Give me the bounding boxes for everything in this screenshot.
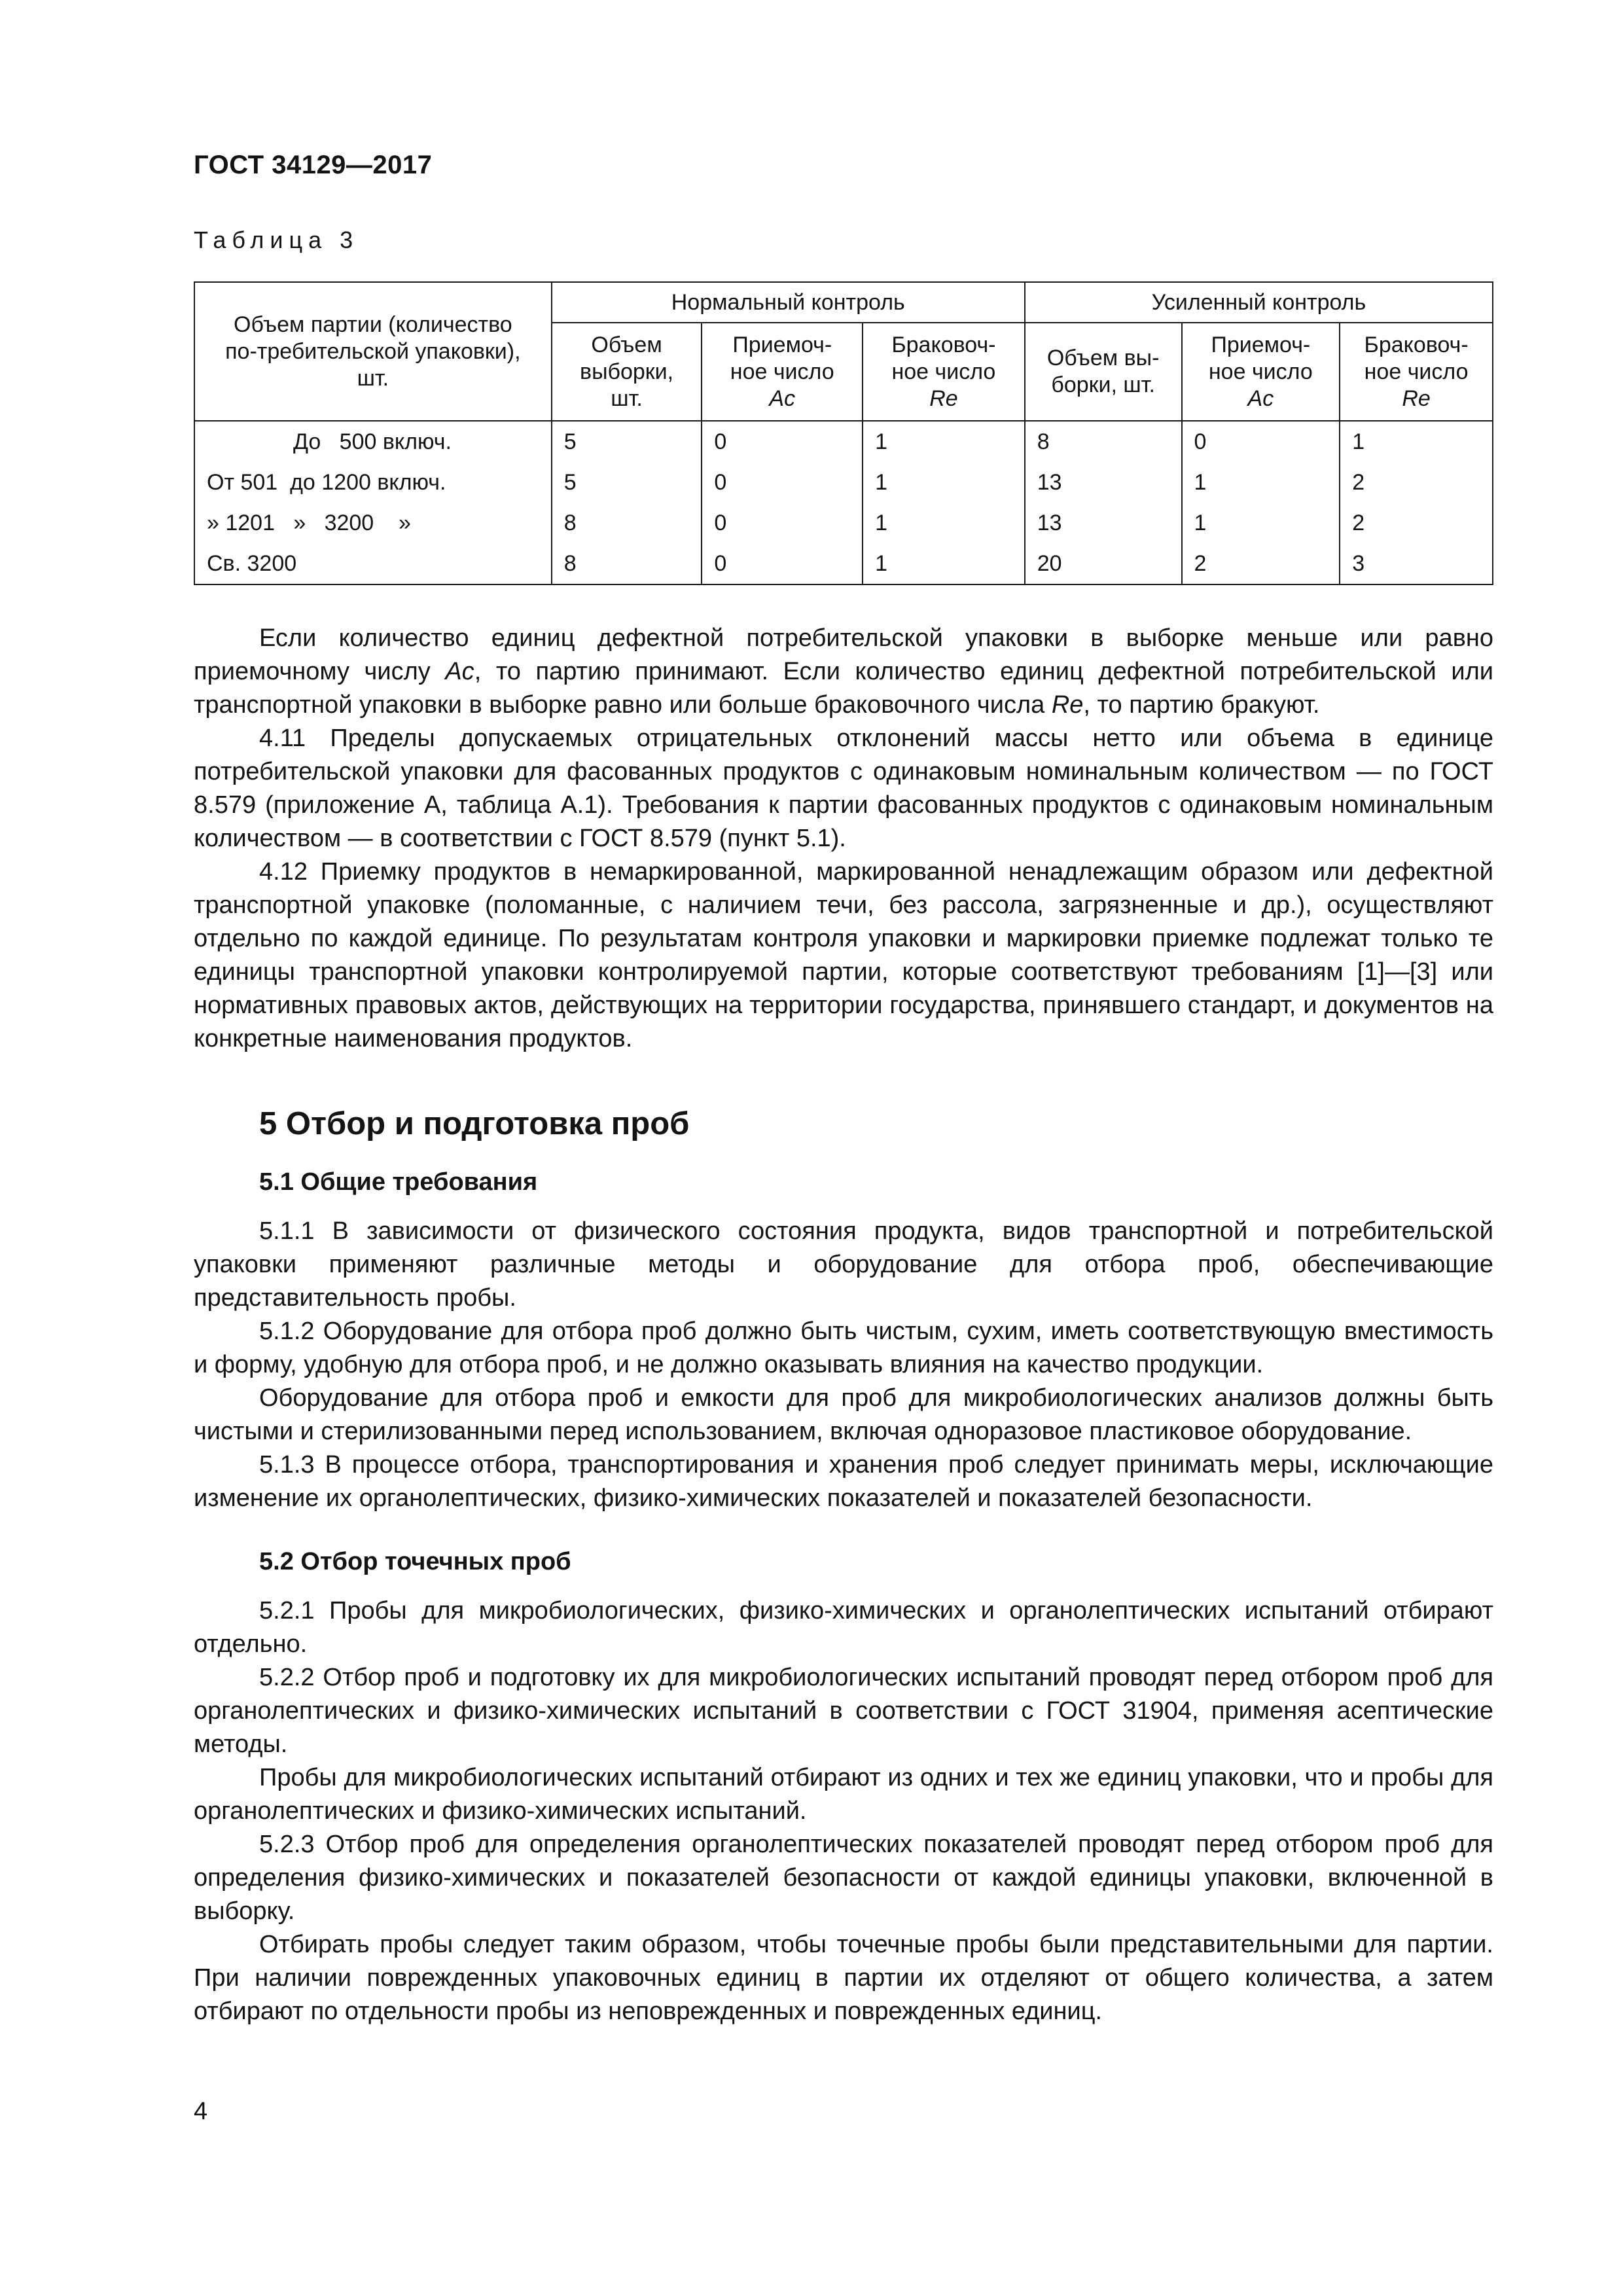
sub-header-symbol: Re bbox=[929, 386, 958, 411]
table-row bbox=[194, 421, 1493, 462]
table-cell: 5 bbox=[552, 462, 702, 503]
paragraph-5-1-3: 5.1.3 В процессе отбора, транспортирования и хранения проб следует принимать меры, исключающие изменение их органолептических, физико-химических показателей и показателей безопасности. bbox=[194, 1451, 1493, 1512]
table-cell: » 1201 » 3200 » bbox=[194, 503, 552, 543]
paragraph-5-1-2: 5.1.2 Оборудование для отбора проб должно быть чистым, сухим, иметь соответствующую вместимость и форму, удобную для отбора проб, и не должно оказывать влияния на качество продукции. bbox=[194, 1318, 1493, 1378]
table-caption: Таблица 3 bbox=[194, 226, 359, 253]
table-cell: 0 bbox=[702, 503, 863, 543]
paragraph-acceptance-rule bbox=[194, 622, 1493, 722]
col-header-lot-size bbox=[194, 282, 552, 421]
table-cell: 1 bbox=[1182, 462, 1340, 503]
sub-header-text: Приемоч-ное число bbox=[730, 332, 834, 384]
page-number: 4 bbox=[194, 2098, 208, 2125]
table-cell: 2 bbox=[1340, 503, 1493, 543]
paragraph-5-2-3-cont: Отбирать пробы следует таким образом, чтобы точечные пробы были представительными для партии. При наличии поврежденных упаковочных единиц в партии их отделяют от общего количества, а затем отбирают по отдельности пробы из неповрежденных и поврежденных единиц. bbox=[194, 1931, 1493, 2025]
table-cell: 2 bbox=[1340, 462, 1493, 503]
table-cell: 1 bbox=[1182, 503, 1340, 543]
text-run: , то партию бракуют. bbox=[1083, 691, 1320, 719]
paragraph-5-2-2: 5.2.2 Отбор проб и подготовку их для микробиологических испытаний проводят перед отбором проб для органолептических и физико-химических испытаний в соответствии с ГОСТ 31904, применяя асептические методы. bbox=[194, 1664, 1493, 1758]
table-cell: 2 bbox=[1182, 543, 1340, 584]
sub-header-acceptance-normal bbox=[702, 323, 863, 421]
table-cell: 0 bbox=[1182, 421, 1340, 462]
table-cell: 1 bbox=[863, 462, 1025, 503]
section-5-title: 5 Отбор и подготовка проб bbox=[259, 1106, 690, 1141]
group-header-tightened: Усиленный контроль bbox=[1025, 282, 1493, 323]
sub-header-acceptance-tightened bbox=[1182, 323, 1340, 421]
table-cell: 1 bbox=[863, 543, 1025, 584]
paragraph-5-2-2-cont: Пробы для микробиологических испытаний отбирают из одних и тех же единиц упаковки, что и пробы для органолептических и физико-химических испытаний. bbox=[194, 1764, 1493, 1825]
table-cell: 8 bbox=[552, 543, 702, 584]
subsection-5-1-title: 5.1 Общие требования bbox=[259, 1168, 538, 1196]
table-cell: До 500 включ. bbox=[194, 421, 552, 462]
sub-header-rejection-tightened bbox=[1340, 323, 1493, 421]
table-cell: 1 bbox=[1340, 421, 1493, 462]
table-cell: 1 bbox=[863, 503, 1025, 543]
table-cell: 1 bbox=[863, 421, 1025, 462]
symbol-re: Re bbox=[1051, 691, 1084, 719]
table-cell: 3 bbox=[1340, 543, 1493, 584]
sub-header-symbol: Re bbox=[1402, 386, 1431, 411]
table-cell: 0 bbox=[702, 462, 863, 503]
sub-header-rejection-normal bbox=[863, 323, 1025, 421]
sub-header-text: Объем вы-борки, шт. bbox=[1046, 346, 1160, 397]
sub-header-text: Приемоч-ное число bbox=[1208, 332, 1313, 384]
table-cell: 13 bbox=[1025, 462, 1182, 503]
col-header-lot-size-text: Объем партии (количество по-требительской упаковки), шт. bbox=[225, 312, 521, 391]
sub-header-symbol: Ac bbox=[1247, 386, 1274, 411]
table-row bbox=[194, 543, 1493, 584]
paragraph-5-2-3: 5.2.3 Отбор проб для определения органолептических показателей проводят перед отбором проб для определения физико-химических и показателей безопасности от каждой единицы упаковки, включенной в выборку. bbox=[194, 1831, 1493, 1925]
table-cell: 8 bbox=[552, 503, 702, 543]
sub-header-symbol: Ac bbox=[769, 386, 796, 411]
acceptance-table bbox=[194, 281, 1493, 585]
table-row bbox=[194, 503, 1493, 543]
table-cell: 8 bbox=[1025, 421, 1182, 462]
table-cell: Св. 3200 bbox=[194, 543, 552, 584]
table-cell: 0 bbox=[702, 421, 863, 462]
text-run: , то партию принимают. Если количество единиц дефектной потребительской или транспортной упаковки в выборке равно или больше браковочного числа bbox=[194, 658, 1493, 719]
subsection-5-2-title: 5.2 Отбор точечных проб bbox=[259, 1548, 571, 1575]
document-header: ГОСТ 34129—2017 bbox=[194, 151, 433, 179]
paragraph-5-1-1: 5.1.1 В зависимости от физического состояния продукта, видов транспортной и потребительской упаковки применяют различные методы и оборудование для отбора проб, обеспечивающие представительность пробы. bbox=[194, 1217, 1493, 1312]
table-cell: От 501 до 1200 включ. bbox=[194, 462, 552, 503]
group-header-normal: Нормальный контроль bbox=[552, 282, 1025, 323]
text-run: Если количество единиц дефектной потребительской упаковки в выборке меньше или равно приемочному числу bbox=[194, 624, 1493, 685]
sub-header-text: Браковоч-ное число bbox=[891, 332, 996, 384]
table-cell: 13 bbox=[1025, 503, 1182, 543]
sub-header-sample-size-normal bbox=[552, 323, 702, 421]
paragraph-4-12: 4.12 Приемку продуктов в немаркированной, маркированной ненадлежащим образом или дефектной транспортной упаковке (поломанные, с наличием течи, без рассола, загрязненные и др.), осуществляют отдельно по каждой единице. По результатам контроля упаковки и маркировки приемке подлежат только те единицы транспортной упаковки контролируемой партии, которые соответствуют требованиям [1]—[3] или нормативных правовых актов, действующих на территории государства, принявшего стандарт, и документов на конкретные наименования продуктов. bbox=[194, 858, 1493, 1052]
table-cell: 0 bbox=[702, 543, 863, 584]
document-body bbox=[194, 622, 1493, 2028]
paragraph-4-11: 4.11 Пределы допускаемых отрицательных отклонений массы нетто или объема в единице потребительской упаковки для фасованных продуктов с одинаковым номинальным количеством — по ГОСТ 8.579 (приложение А, таблица А.1). Требования к партии фасованных продуктов с одинаковым номинальным количеством — в соответствии с ГОСТ 8.579 (пункт 5.1). bbox=[194, 725, 1493, 852]
sub-header-sample-size-tightened bbox=[1025, 323, 1182, 421]
sub-header-text: Объем выборки, шт. bbox=[580, 332, 674, 411]
paragraph-5-1-2-cont: Оборудование для отбора проб и емкости для проб для микробиологических анализов должны быть чистыми и стерилизованными перед использованием, включая одноразовое пластиковое оборудование. bbox=[194, 1384, 1493, 1445]
table-row bbox=[194, 462, 1493, 503]
symbol-ac: Ac bbox=[445, 658, 474, 685]
paragraph-5-2-1: 5.2.1 Пробы для микробиологических, физико-химических и органолептических испытаний отбирают отдельно. bbox=[194, 1597, 1493, 1658]
table-cell: 20 bbox=[1025, 543, 1182, 584]
table-cell: 5 bbox=[552, 421, 702, 462]
sub-header-text: Браковоч-ное число bbox=[1364, 332, 1469, 384]
